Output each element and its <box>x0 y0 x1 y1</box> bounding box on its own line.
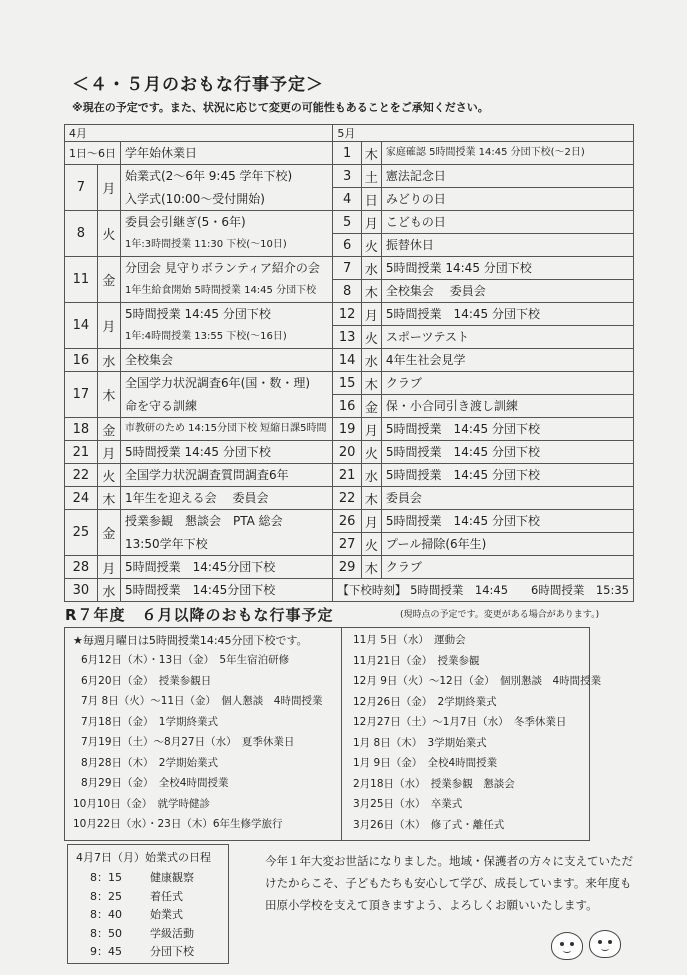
april-event: 1年:3時間授業 11:30 下校(～10日) <box>121 234 333 257</box>
schedule-item: 6月12日（木）・13日（金） 5年生宿泊研修 <box>81 654 290 666</box>
may-weekday: 月 <box>361 303 381 326</box>
april-event: 命を守る訓練 <box>121 395 333 418</box>
april-event: 全国学力状況調査6年(国・数・理) <box>121 372 333 395</box>
may-day: 3 <box>333 165 361 188</box>
may-day: 16 <box>333 395 361 418</box>
may-event: 5時間授業 14:45 分団下校 <box>381 510 633 533</box>
ceremony-event: 着任式 <box>150 889 183 903</box>
may-weekday: 水 <box>361 257 381 280</box>
april-day: 28 <box>65 556 98 579</box>
schedule-item: 11月21日（金） 授業参観 <box>353 654 480 667</box>
schedule-item: 8月28日（木） 2学期始業式 <box>81 756 218 769</box>
april-weekday: 月 <box>97 441 120 464</box>
may-day: 8 <box>333 280 361 303</box>
ceremony-box <box>67 844 229 964</box>
schedule-item: 11月 5日（水） 運動会 <box>353 634 466 646</box>
may-day: 20 <box>333 441 361 464</box>
page-title: ＜４・５月のおもな行事予定＞ <box>72 75 324 95</box>
may-day: 29 <box>333 556 361 579</box>
april-day: 21 <box>65 441 98 464</box>
section2-title: R７年度 ６月以降のおもな行事予定 <box>65 606 334 624</box>
april-weekday: 火 <box>97 211 120 257</box>
april-event: 始業式(2～6年 9:45 学年下校) <box>121 165 333 188</box>
schedule-item: 8月29日（金） 全校4時間授業 <box>81 777 229 789</box>
may-weekday: 水 <box>361 464 381 487</box>
april-day: 11 <box>65 257 98 303</box>
schedule-item: 12月27日（土）～1月7日（水） 冬季休業日 <box>353 716 567 728</box>
schedule-item: 7月19日（土）～8月27日（水） 夏季休業日 <box>81 736 295 748</box>
april-event: 市教研のため 14:15分団下校 短縮日課5時間 <box>121 418 333 441</box>
may-event: スポーツテスト <box>381 326 633 349</box>
may-weekday: 水 <box>361 349 381 372</box>
april-day: 24 <box>65 487 98 510</box>
april-day: 25 <box>65 510 98 556</box>
april-event: 全国学力状況調査質問調査6年 <box>121 464 333 487</box>
may-day: 7 <box>333 257 361 280</box>
may-day: 1 <box>333 142 361 165</box>
april-day: 30 <box>65 579 98 602</box>
ceremony-time: 8：25 <box>90 889 122 903</box>
notice-text: ※現在の予定です。また、状況に応じて変更の可能性もあることをご承知ください。 <box>72 101 489 114</box>
may-day: 12 <box>333 303 361 326</box>
schedule-item: 3月25日（水） 卒業式 <box>353 798 463 810</box>
may-dismissal-times: 【下校時刻】 5時間授業 14:45 6時間授業 15:35 <box>333 579 634 602</box>
may-day: 26 <box>333 510 361 533</box>
april-event: 1年生給食開始 5時間授業 14:45 分団下校 <box>121 280 333 303</box>
april-event: 入学式(10:00～受付開始) <box>121 188 333 211</box>
schedule-item: 3月26日（木） 修了式・離任式 <box>353 818 505 831</box>
april-event: 1年:4時間授業 13:55 下校(～16日) <box>121 326 333 349</box>
april-event: 1年生を迎える会 委員会 <box>121 487 333 510</box>
april-event: 授業参観 懇談会 PTA 総会 <box>121 510 333 533</box>
ceremony-time: 8：50 <box>90 926 122 940</box>
april-event: 5時間授業 14:45 分団下校 <box>121 441 333 464</box>
may-day: 6 <box>333 234 361 257</box>
april-weekday: 金 <box>97 418 120 441</box>
may-weekday: 火 <box>361 326 381 349</box>
section2-note: (現時点の予定です。変更がある場合があります。) <box>400 610 600 620</box>
ceremony-title: 4月7日（月）始業式の日程 <box>76 851 211 864</box>
may-event: 5時間授業 14:45 分団下校 <box>381 418 633 441</box>
schedule-item: 6月20日（金） 授業参観日 <box>81 674 212 687</box>
ceremony-event: 分団下校 <box>150 945 194 958</box>
may-day: 15 <box>333 372 361 395</box>
may-day: 22 <box>333 487 361 510</box>
closing-message: 今年１年大変お世話になりました。地域・保護者の方々に支えていただけたからこそ、子どもたちも安心して学び、成長しています。来年度も田原小学校を支えて頂きますよう、よろしくお願いいたします。 <box>265 854 633 912</box>
weekly-note: ★毎週月曜日は5時間授業14:45分団下校です。 <box>73 634 308 647</box>
april-weekday: 木 <box>97 487 120 510</box>
ceremony-time: 8：40 <box>90 908 122 921</box>
april-weekday: 月 <box>97 303 120 349</box>
april-weekday: 月 <box>97 165 120 211</box>
may-event: 憲法記念日 <box>381 165 633 188</box>
may-event: こどもの日 <box>381 211 633 234</box>
april-day: 18 <box>65 418 98 441</box>
ceremony-event: 健康観察 <box>150 871 194 884</box>
april-day: 1日～6日 <box>65 142 121 165</box>
april-event: 委員会引継ぎ(5・6年) <box>121 211 333 234</box>
may-event: みどりの日 <box>381 188 633 211</box>
may-event: 4年生社会見学 <box>381 349 633 372</box>
may-weekday: 月 <box>361 211 381 234</box>
may-event: クラブ <box>381 556 633 579</box>
april-weekday: 火 <box>97 464 120 487</box>
may-day: 5 <box>333 211 361 234</box>
may-event: 5時間授業 14:45 分団下校 <box>381 441 633 464</box>
may-event: 家庭確認 5時間授業 14:45 分団下校(～2日) <box>381 142 633 165</box>
april-event: 5時間授業 14:45分団下校 <box>121 556 333 579</box>
schedule-item: 1月 8日（木） 3学期始業式 <box>353 736 487 749</box>
april-event: 分団会 見守りボランティア紹介の会 <box>121 257 333 280</box>
mascot-girl-icon <box>589 930 621 958</box>
schedule-item: 2月18日（水） 授業参観 懇談会 <box>353 777 515 790</box>
may-header: 5月 <box>333 125 634 142</box>
may-day: 19 <box>333 418 361 441</box>
april-event: 全校集会 <box>121 349 333 372</box>
may-event: 5時間授業 14:45 分団下校 <box>381 303 633 326</box>
may-event: プール掃除(6年生) <box>381 533 633 556</box>
may-weekday: 木 <box>361 142 381 165</box>
may-weekday: 木 <box>361 372 381 395</box>
april-day: 17 <box>65 372 98 418</box>
may-event: クラブ <box>381 372 633 395</box>
may-event: 委員会 <box>381 487 633 510</box>
april-weekday: 水 <box>97 349 120 372</box>
may-day: 13 <box>333 326 361 349</box>
may-weekday: 火 <box>361 234 381 257</box>
april-event: 5時間授業 14:45分団下校 <box>121 579 333 602</box>
april-weekday: 金 <box>97 257 120 303</box>
april-weekday: 水 <box>97 579 120 602</box>
april-may-schedule-table <box>64 124 634 602</box>
schedule-item: 12月26日（金） 2学期終業式 <box>353 695 497 708</box>
may-weekday: 月 <box>361 510 381 533</box>
may-day: 4 <box>333 188 361 211</box>
mascot-dog-icon <box>551 932 583 960</box>
may-weekday: 日 <box>361 188 381 211</box>
april-weekday: 月 <box>97 556 120 579</box>
ceremony-event: 学級活動 <box>150 926 194 940</box>
may-day: 14 <box>333 349 361 372</box>
april-event: 学年始休業日 <box>121 142 333 165</box>
ceremony-time: 9：45 <box>90 945 122 958</box>
april-day: 22 <box>65 464 98 487</box>
may-weekday: 木 <box>361 280 381 303</box>
april-day: 16 <box>65 349 98 372</box>
schedule-item: 12月 9日（火）～12日（金） 個別懇談 4時間授業 <box>353 675 602 687</box>
schedule-item: 10月10日（金） 就学時健診 <box>73 797 210 810</box>
april-event: 13:50学年下校 <box>121 533 333 556</box>
may-weekday: 金 <box>361 395 381 418</box>
ceremony-time: 8：15 <box>90 871 122 884</box>
may-weekday: 火 <box>361 441 381 464</box>
may-event: 5時間授業 14:45 分団下校 <box>381 257 633 280</box>
may-day: 27 <box>333 533 361 556</box>
schedule-item: 10月22日（水）・23日（木）6年生修学旅行 <box>73 818 283 830</box>
may-event: 5時間授業 14:45 分団下校 <box>381 464 633 487</box>
divider <box>341 628 342 840</box>
schedule-item: 7月18日（金） 1学期終業式 <box>81 715 218 728</box>
may-weekday: 木 <box>361 556 381 579</box>
may-weekday: 土 <box>361 165 381 188</box>
future-schedule-box <box>64 627 602 841</box>
april-day: 14 <box>65 303 98 349</box>
may-event: 振替休日 <box>381 234 633 257</box>
april-weekday: 木 <box>97 372 120 418</box>
april-day: 8 <box>65 211 98 257</box>
april-event: 5時間授業 14:45 分団下校 <box>121 303 333 326</box>
april-day: 7 <box>65 165 98 211</box>
may-event: 保・小合同引き渡し訓練 <box>381 395 633 418</box>
april-header: 4月 <box>65 125 333 142</box>
may-day: 21 <box>333 464 361 487</box>
april-weekday: 金 <box>97 510 120 556</box>
schedule-item: 7月 8日（火）～11日（金） 個人懇談 4時間授業 <box>81 695 323 707</box>
schedule-item: 1月 9日（金） 全校4時間授業 <box>353 757 498 769</box>
ceremony-event: 始業式 <box>150 908 183 921</box>
may-weekday: 火 <box>361 533 381 556</box>
may-weekday: 木 <box>361 487 381 510</box>
may-event: 全校集会 委員会 <box>381 280 633 303</box>
may-weekday: 月 <box>361 418 381 441</box>
